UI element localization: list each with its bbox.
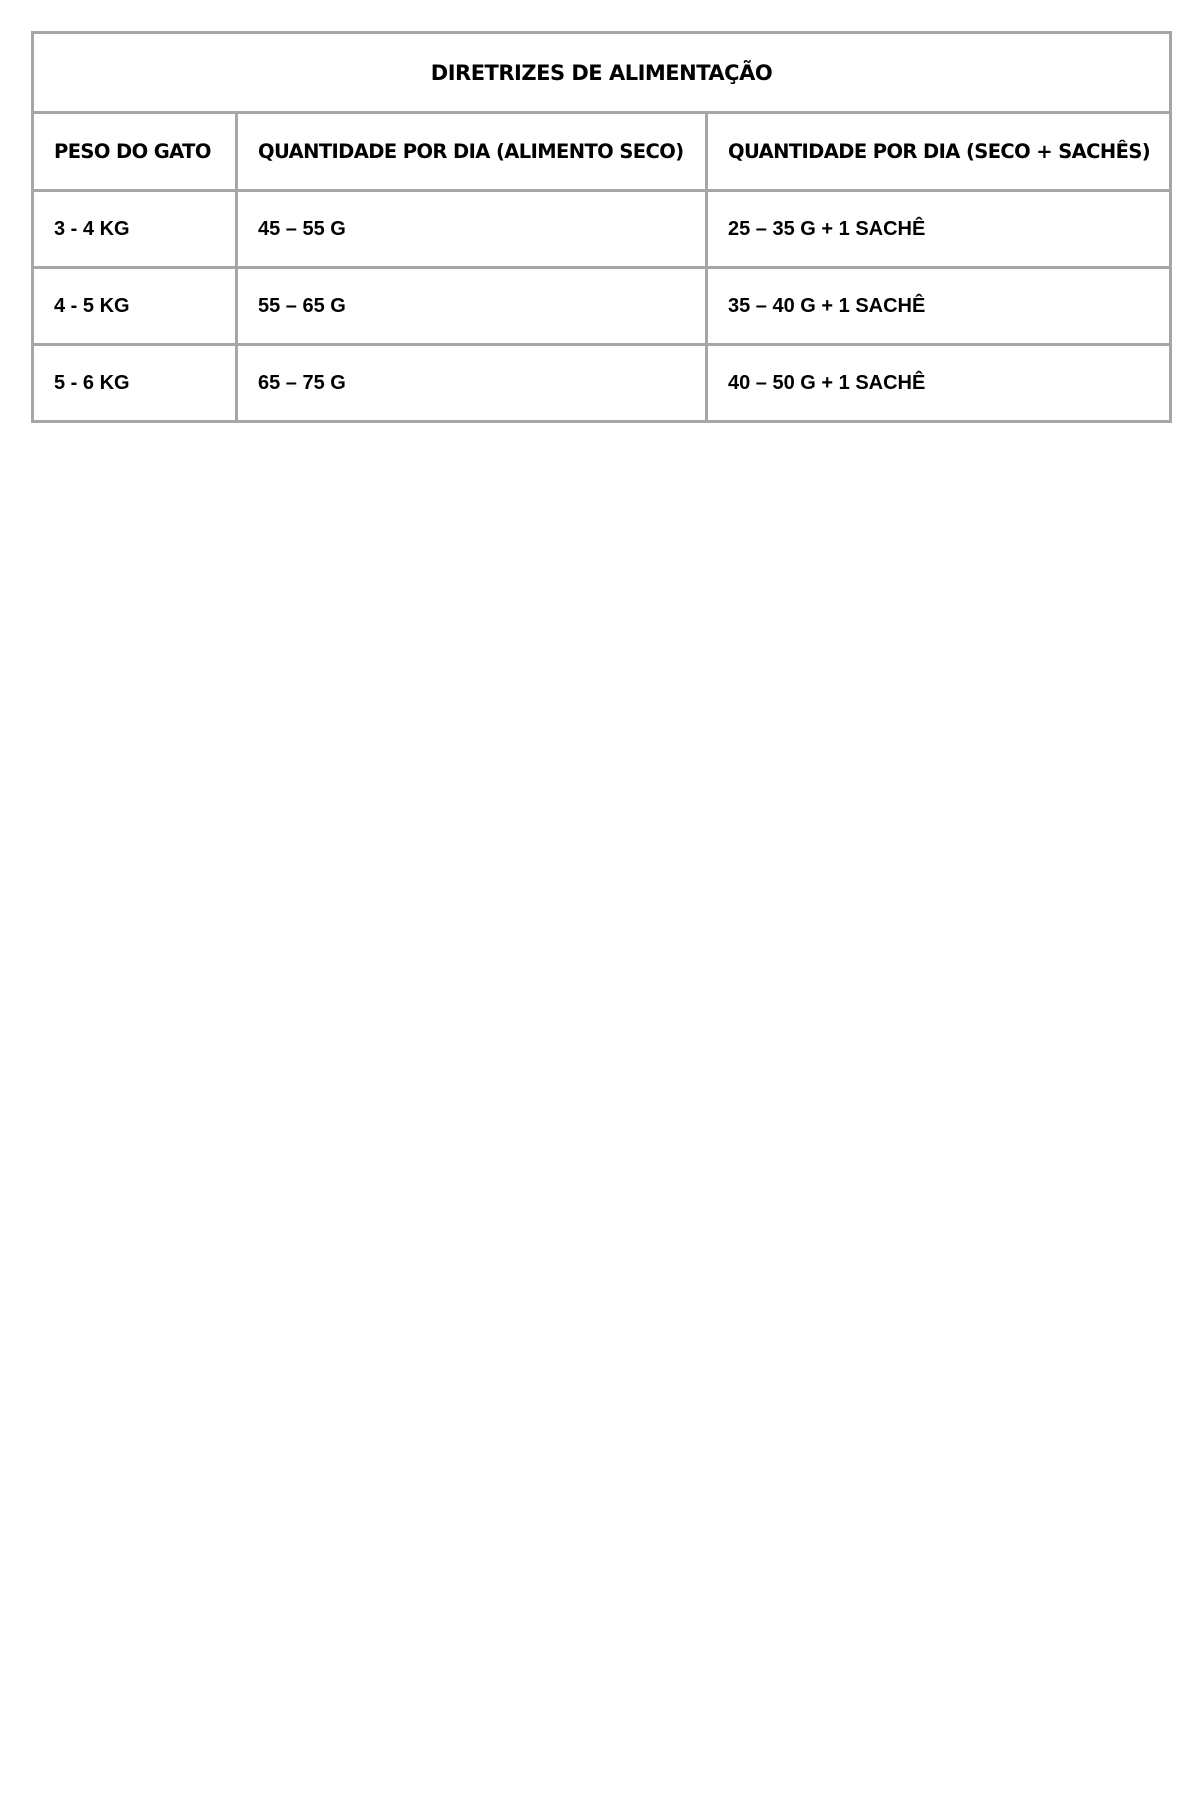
weight-cell: 3 - 4 KG (33, 191, 237, 268)
dry-food-cell: 65 – 75 G (237, 345, 707, 422)
column-header-dry-food: QUANTIDADE POR DIA (ALIMENTO SECO) (237, 113, 707, 191)
column-header-weight: PESO DO GATO (33, 113, 237, 191)
table-row (33, 345, 1171, 422)
table-row (33, 268, 1171, 345)
dry-plus-sachet-cell: 35 – 40 G + 1 SACHÊ (707, 268, 1171, 345)
table-title-row (33, 33, 1171, 113)
dry-food-cell: 45 – 55 G (237, 191, 707, 268)
table-header-row (33, 113, 1171, 191)
feeding-guidelines-table (31, 31, 1172, 423)
table-title: DIRETRIZES DE ALIMENTAÇÃO (33, 33, 1171, 113)
dry-plus-sachet-cell: 25 – 35 G + 1 SACHÊ (707, 191, 1171, 268)
weight-cell: 5 - 6 KG (33, 345, 237, 422)
table-row (33, 191, 1171, 268)
dry-food-cell: 55 – 65 G (237, 268, 707, 345)
weight-cell: 4 - 5 KG (33, 268, 237, 345)
column-header-dry-plus-sachets: QUANTIDADE POR DIA (SECO + SACHÊS) (707, 113, 1171, 191)
dry-plus-sachet-cell: 40 – 50 G + 1 SACHÊ (707, 345, 1171, 422)
